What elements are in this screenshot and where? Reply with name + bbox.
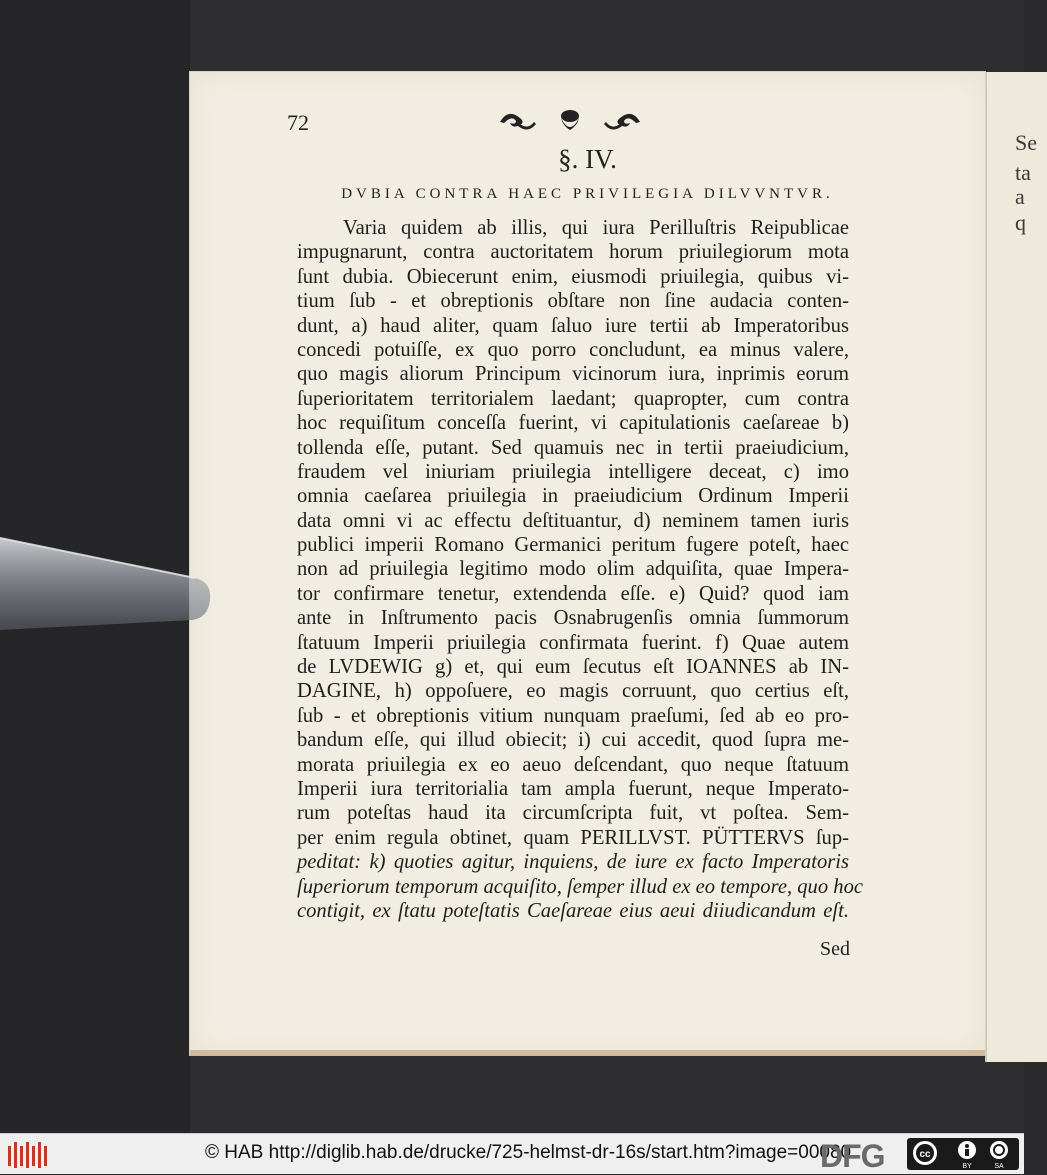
section-number: §. IV. [558, 144, 617, 174]
text-line: tollenda eſſe, putant. Sed quamuis nec in tertii praeiudicium, [297, 436, 849, 459]
text-line: Imperii iura territorialia tam ampla fuerunt, neque Imperato- [297, 777, 849, 800]
text-line: fraudem vel iniuriam priuilegia intelligere deceat, c) imo [297, 460, 849, 483]
text-line: de LVDEWIG g) et, qui eum ſecutus eſt IOANNES ab IN- [297, 656, 849, 679]
text-line: peditat: k) quoties agitur, inquiens, de iure ex facto Imperatoris [297, 851, 849, 874]
text-line: Varia quidem ab illis, qui iura Perilluſtris Reipublicae [343, 217, 849, 239]
svg-text:cc: cc [919, 1149, 931, 1160]
body-text [297, 216, 864, 923]
text-line: quo magis aliorum Principum vicinorum iura, inprimis eorum [297, 363, 849, 386]
facing-page-edge [985, 72, 1047, 1062]
text-line: ſunt dubia. Obiecerunt enim, eiusmodi priuilegia, quibus vi- [297, 265, 849, 288]
text-line: omnia caeſarea priuilegia in praeiudicium Ordinum Imperii [297, 485, 849, 508]
text-line: ſub - et obreptionis vitium nunquam praeſumi, ſed ab eo pro- [297, 704, 849, 727]
facing-page-fragment: Se [1015, 130, 1037, 155]
text-line: per enim regula obtinet, quam PERILLVST. PÜTTERVS ſup- [297, 826, 849, 849]
text-line: bandum eſſe, qui illud obiecit; i) cui accedit, quod ſupra me- [297, 729, 849, 752]
attribution-link[interactable]: © HAB http://diglib.hab.de/drucke/725-helmst-dr-16s/start.htm?image=00080 [205, 1142, 852, 1163]
text-line: rum poteſtas haud ita circumſcripta fuit, vt poſtea. Sem- [297, 802, 849, 825]
cc-by-sa-license-icon[interactable] [907, 1138, 1019, 1170]
text-line: impugnarunt, contra auctoritatem horum priuilegiorum mota [297, 241, 849, 264]
text-line: tor confirmare tenetur, extendenda eſſe. e) Quid? quod iam [297, 582, 849, 605]
footer-bar [0, 1133, 1024, 1174]
page-number: 72 [287, 110, 309, 135]
page-edge-shadow [190, 1050, 985, 1056]
section-heading: DVBIA CONTRA HAEC PRIVILEGIA DILVVNTVR. [341, 186, 834, 202]
facing-page-fragment: ta [1015, 160, 1031, 185]
facing-page-fragment: q [1015, 210, 1026, 235]
catchword: Sed [820, 938, 850, 960]
text-line: dunt, a) haud aliter, quam ſaluo iure tertii ab Imperatoribus [297, 314, 849, 337]
book-page [190, 72, 985, 1055]
library-logo-icon [6, 1140, 48, 1170]
text-line: contigit, ex ſtatu poteſtatis Caeſareae eius aeui diiudicandum eſt. [297, 899, 849, 922]
text-line: morata priuilegia ex eo aeuo deſcendant, quo neque ſtatuum [297, 753, 849, 776]
facing-page-fragment: a [1015, 184, 1025, 209]
license-label: SA [994, 1163, 1004, 1170]
text-line: non ad priuilegia legitimo modo olim adquiſita, quae Impera- [297, 558, 849, 581]
text-line: ante in Inſtrumento pacis Osnabrugenſis omnia ſummorum [297, 607, 849, 630]
text-line: DAGINE, h) oppoſuere, eo magis corruunt, quo certius eſt, [297, 680, 849, 703]
ornament-icon [495, 104, 645, 138]
text-line: hoc requiſitum conceſſa fuerint, vi capitulationis caeſareae b) [297, 412, 849, 435]
license-label: BY [962, 1163, 972, 1170]
text-line: tium ſub - et obreptionis obſtare non ſine audacia conten- [297, 290, 849, 313]
dfg-logo: DFG [820, 1138, 885, 1174]
text-line: data omni vi ac effectu deſtituantur, d) neminem tamen iuris [297, 509, 849, 532]
text-line: ſuperioritatem territorialem laedant; quapropter, cum contra [297, 387, 849, 410]
text-line: ſtatuum Imperii priuilegia confirmata fuerint. f) Quae autem [297, 631, 849, 654]
text-line: ſuperiorum temporum acquiſito, ſemper illud ex eo tempore, quo hoc [297, 875, 864, 898]
page-clip-icon [0, 530, 215, 640]
text-line: concedi potuiſſe, ex quo porro concludunt, ea minus valere, [297, 338, 849, 361]
text-line: publici imperii Romano Germanici peritum fugere poteſt, haec [297, 534, 849, 557]
